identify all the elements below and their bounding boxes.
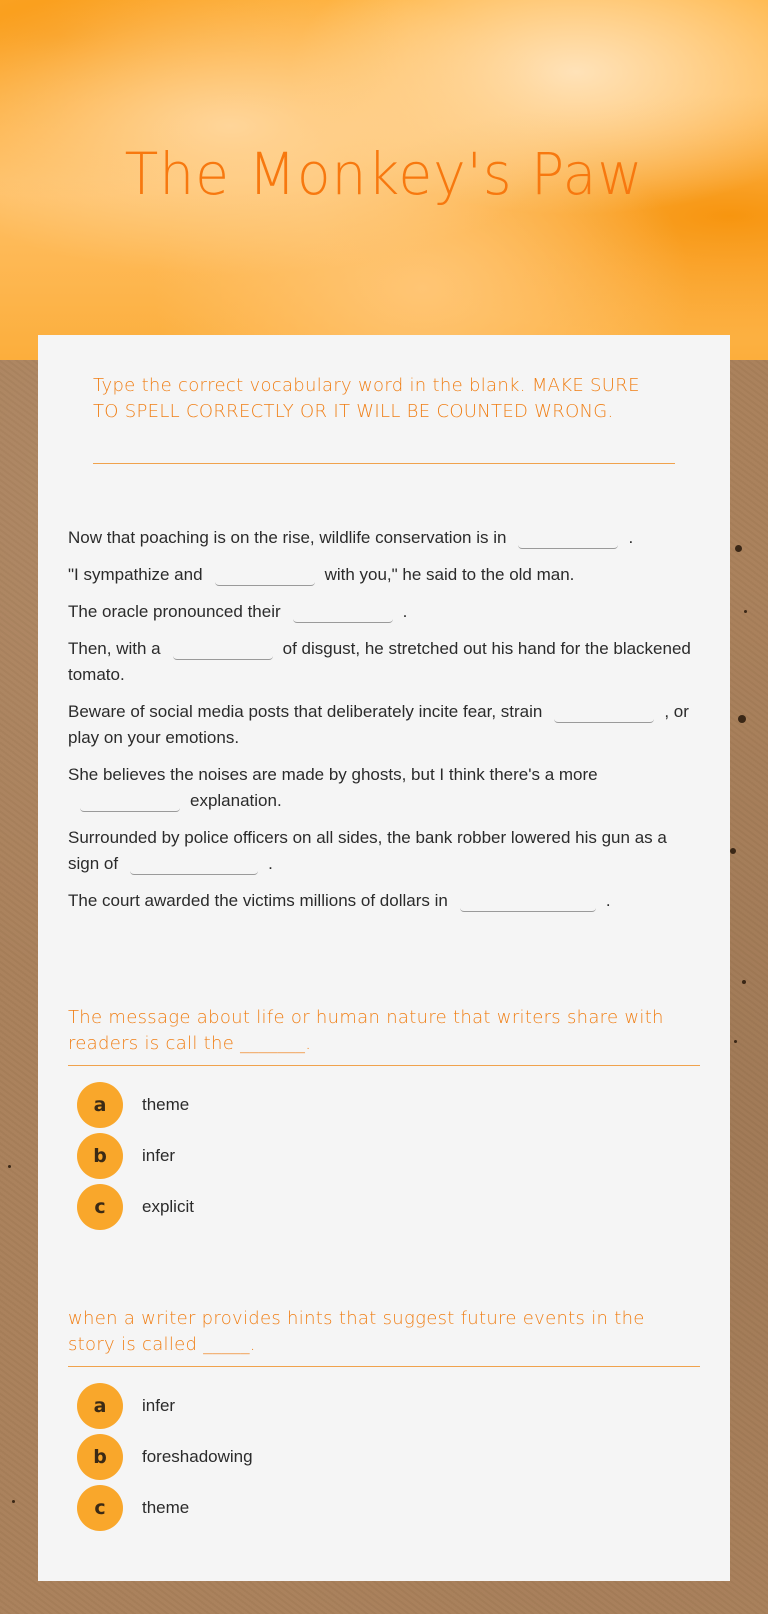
sentence-text: with you," he said to the old man. [324, 565, 575, 584]
sentence-text: She believes the noises are made by ghosts, but I think there's a more [68, 765, 598, 784]
option-label[interactable]: foreshadowing [142, 1447, 253, 1466]
answer-blank-1[interactable] [518, 526, 618, 549]
option-label[interactable]: theme [142, 1498, 190, 1517]
answer-option[interactable] [68, 1133, 700, 1184]
sentence-text: . [628, 528, 634, 547]
fill-in-item [68, 699, 698, 751]
fill-in-item [68, 562, 698, 588]
sentence-text: "I sympathize and [68, 565, 203, 584]
sentence-text: The court awarded the victims millions of dollars in [68, 891, 448, 910]
paper-speck [735, 545, 742, 552]
sentence-text: . [605, 891, 611, 910]
header-banner [0, 0, 768, 360]
fill-in-item [68, 599, 698, 625]
answer-option[interactable] [68, 1184, 700, 1235]
paper-speck [12, 1500, 15, 1503]
option-letter-badge[interactable]: a [77, 1082, 123, 1128]
section-instructions: Type the correct vocabulary word in the blank. MAKE SURE TO SPELL CORRECTLY OR IT WILL BE COUNTED WRONG. [93, 375, 640, 422]
answer-blank-4[interactable] [173, 637, 273, 660]
question-divider [68, 1065, 700, 1066]
answer-blank-2[interactable] [215, 563, 315, 586]
option-letter-badge[interactable]: a [77, 1383, 123, 1429]
option-letter-badge[interactable]: c [77, 1184, 123, 1230]
paper-speck [738, 715, 746, 723]
sentence-text: , or play on your emotions. [68, 702, 689, 747]
option-label[interactable]: infer [142, 1146, 176, 1165]
option-letter-badge[interactable]: c [77, 1485, 123, 1531]
sentence-text: of disgust, he stretched out his hand for the blackened tomato. [68, 639, 691, 684]
option-label[interactable]: explicit [142, 1197, 194, 1216]
option-letter-badge[interactable]: b [77, 1133, 123, 1179]
question-prompt: when a writer provides hints that suggest future events in the story is called _____. [68, 1308, 645, 1355]
answer-blank-8[interactable] [460, 889, 596, 912]
answer-blank-3[interactable] [293, 600, 393, 623]
option-letter-badge[interactable]: b [77, 1434, 123, 1480]
paper-speck [742, 980, 746, 984]
fill-in-item [68, 825, 698, 877]
answer-option[interactable] [68, 1383, 700, 1434]
answer-blank-7[interactable] [130, 852, 258, 875]
sentence-text: . [268, 854, 273, 873]
fill-in-item [68, 888, 698, 914]
option-label[interactable]: infer [142, 1396, 176, 1415]
paper-speck [734, 1040, 737, 1043]
sentence-text: explanation. [190, 791, 282, 810]
sentence-text: Surrounded by police officers on all sides, the bank robber lowered his gun as a sign of [68, 828, 667, 873]
option-label[interactable]: theme [142, 1095, 190, 1114]
multiple-choice-question [68, 1306, 700, 1536]
page-title: The Monkey's Paw [124, 140, 644, 208]
answer-blank-5[interactable] [554, 700, 654, 723]
worksheet-card [38, 335, 730, 1581]
fill-in-item [68, 525, 698, 551]
multiple-choice-question [68, 1005, 700, 1235]
fill-in-item [68, 636, 698, 688]
paper-speck [8, 1165, 11, 1168]
answer-option[interactable] [68, 1082, 700, 1133]
sentence-text: Now that poaching is on the rise, wildlife conservation is in [68, 528, 507, 547]
sentence-text: Then, with a [68, 639, 161, 658]
fill-in-item [68, 762, 698, 814]
answer-option[interactable] [68, 1485, 700, 1536]
sentence-text: . [402, 602, 408, 621]
paper-speck [730, 848, 736, 854]
sentence-text: Beware of social media posts that deliberately incite fear, strain [68, 702, 543, 721]
question-divider [68, 1366, 700, 1367]
fill-in-blank-list [68, 525, 698, 925]
question-prompt: The message about life or human nature that writers share with readers is call the _______. [68, 1007, 664, 1054]
sentence-text: The oracle pronounced their [68, 602, 281, 621]
section-divider [93, 463, 675, 464]
paper-speck [744, 610, 747, 613]
answer-option[interactable] [68, 1434, 700, 1485]
answer-blank-6[interactable] [80, 789, 180, 812]
